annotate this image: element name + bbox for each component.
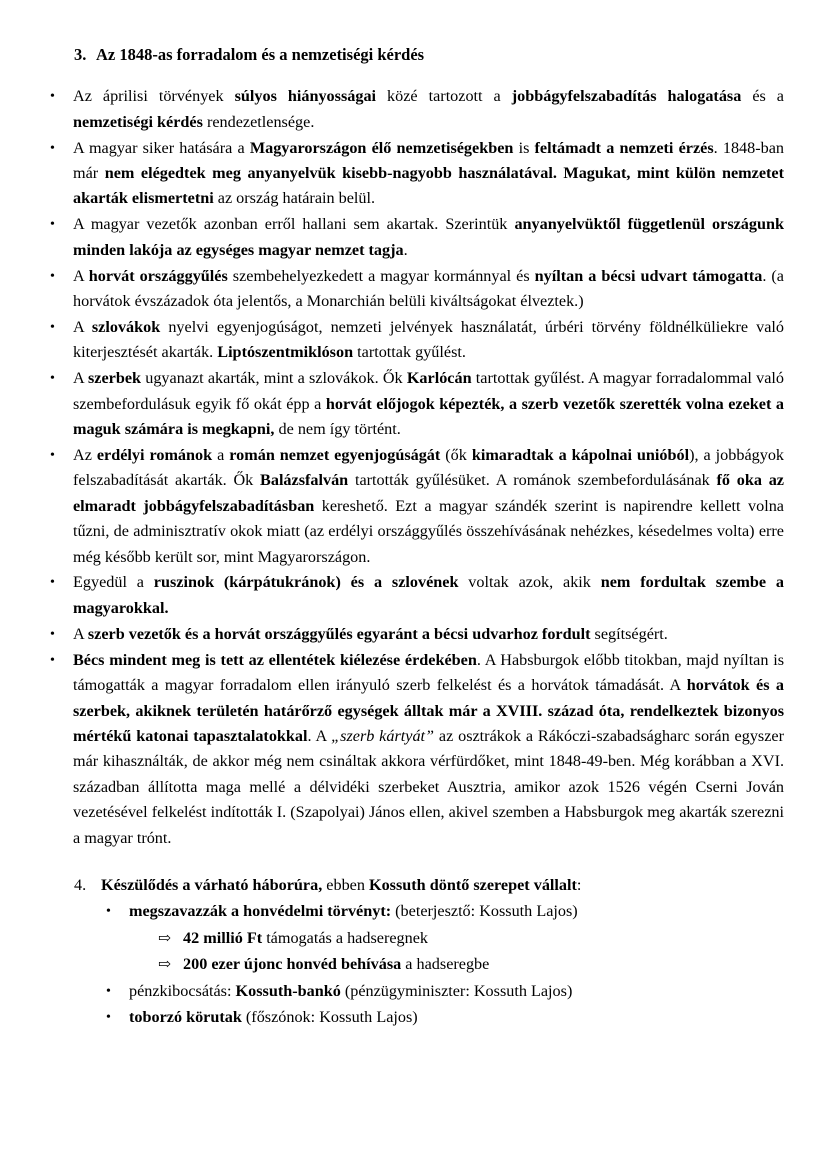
arrow-200-ezer-bold-run: 200 ezer újonc honvéd behívása bbox=[183, 955, 402, 974]
bullet-szerbek-bold-run: szerbek bbox=[88, 369, 142, 388]
page-title-text: Az 1848-as forradalom és a nemzetiségi kérdés bbox=[96, 45, 425, 64]
bullet-szerbek-bold-run: horvát előjogok képezték, a szerb vezetők szerették volna ezeket a maguk számára is megkapni, bbox=[73, 394, 784, 439]
list-item bbox=[46, 264, 784, 315]
subbullet-honvedelmi-torveny-text-run: (beterjesztő: Kossuth Lajos) bbox=[391, 902, 578, 921]
bullet-aprilisi-torvenyek-bold-run: súlyos hiányosságai bbox=[234, 87, 377, 106]
bullet-szlovakok-text-run: A bbox=[73, 317, 92, 336]
list-item bbox=[46, 366, 784, 442]
bullet-becs-mindent-bold-run: Bécs mindent meg is tett az ellentétek kiélezése érdekében bbox=[73, 650, 477, 669]
bullet-horvat-orszaggyules-text-run: A bbox=[73, 266, 89, 285]
bullet-magyar-siker-bold-run: feltámadt a nemzeti érzés bbox=[534, 138, 714, 157]
arrow-42-millio-text-run: támogatás a hadseregnek bbox=[262, 928, 428, 947]
bullet-szerbek-text-run: tartottak gyűlést. A magyar forradalommal való szembefordulásuk egyik fő okát épp a bbox=[73, 369, 784, 413]
list-item bbox=[46, 315, 784, 366]
bullet-magyar-siker-text-run: az ország határain belül. bbox=[213, 189, 376, 208]
bullet-aprilisi-torvenyek-bold-run: jobbágyfelszabadítás halogatása bbox=[511, 87, 742, 106]
bullet-szlovakok-bold-run: Liptószentmiklóson bbox=[217, 343, 354, 362]
bullet-szerbek bbox=[73, 366, 784, 442]
document-content bbox=[46, 44, 784, 1031]
bullet-aprilisi-torvenyek-text-run: és a bbox=[741, 87, 784, 106]
bullet-magyar-siker-text-run: . 1848-ban már bbox=[73, 138, 784, 182]
bullet-dot-icon: • bbox=[50, 652, 55, 668]
list-item bbox=[46, 212, 784, 263]
bullet-dot-icon: • bbox=[50, 140, 55, 156]
bullet-erdelyi-romanok-text-run: kereshető. Ezt a magyar szándék szerint is napirendre kellett volna tűzni, de adminisztratív okok miatt (az erdélyi országgyűlés összehívásának nehézkes, késedelmes volta) erre még később került sor, mint Magyarországon. bbox=[73, 496, 784, 566]
bullet-erdelyi-romanok-text-run: tartották gyűlésüket. A románok szembefordulásának bbox=[348, 471, 717, 490]
bullet-becs-mindent-italic-run: „szerb kártyát” bbox=[331, 726, 435, 745]
bullet-szerbek-bold-run: Karlócán bbox=[406, 369, 472, 388]
subbullet-penzkibocsatas-bold-run: Kossuth-bankó bbox=[235, 981, 341, 1000]
bullet-erdelyi-romanok-text-run: ), a jobbágyok felszabadítását akarták. Ők bbox=[73, 445, 785, 490]
section-preparation-for-war bbox=[46, 873, 784, 1030]
subbullet-honvedelmi-torveny-bold-run: megszavazzák a honvédelmi törvényt: bbox=[129, 902, 392, 921]
bullet-erdelyi-romanok-bold-run: kimaradtak a kápolnai unióból bbox=[471, 445, 690, 464]
bullet-szerbek-text-run: ugyanazt akarták, mint a szlovákok. Ők bbox=[141, 369, 407, 388]
bullet-ruszinok-bold-run: nem fordultak szembe a magyarokkal. bbox=[73, 573, 784, 617]
bullet-magyar-siker-bold-run: Magyarországon élő nemzetiségekben bbox=[249, 138, 514, 157]
bullet-erdelyi-romanok-bold-run: román nemzet egyenjogúságát bbox=[229, 445, 441, 464]
bullet-horvat-orszaggyules-text-run: . (a horvátok évszázadok óta jelentős, a Monarchián belüli kiváltságokat élveztek.) bbox=[73, 266, 784, 311]
list-item bbox=[46, 84, 784, 135]
bullet-erdelyi-romanok bbox=[73, 443, 784, 570]
bullet-erdelyi-romanok-bold-run: Balázsfalván bbox=[260, 471, 349, 490]
bullet-erdelyi-romanok-text-run: a bbox=[212, 445, 230, 464]
arrow-right-icon: ⇨ bbox=[158, 956, 171, 974]
page-title bbox=[46, 44, 784, 66]
list-item bbox=[158, 952, 784, 977]
bullet-dot-icon: • bbox=[106, 904, 111, 920]
bullet-szerb-vezetok-text-run: A bbox=[73, 624, 88, 643]
bullet-becs-mindent-text-run: . A bbox=[307, 726, 332, 745]
subbullet-toborzo-korutak-bold-run: toborzó körutak bbox=[129, 1007, 242, 1026]
bullet-erdelyi-romanok-text-run: Az bbox=[73, 445, 97, 464]
sub-bullet-list bbox=[74, 899, 784, 1030]
bullet-aprilisi-torvenyek-text-run: Az áprilisi törvények bbox=[73, 87, 235, 106]
subbullet-honvedelmi-torveny bbox=[129, 902, 578, 920]
bullet-ruszinok-bold-run: ruszinok (kárpátukránok) és a szlovének bbox=[153, 573, 459, 592]
bullet-magyar-vezetok-bold-run: anyanyelvüktől függetlenül országunk minden lakója az egységes magyar nemzet tagja bbox=[73, 215, 784, 259]
bullet-aprilisi-torvenyek-text-run: rendezetlensége. bbox=[202, 112, 315, 131]
bullet-szlovakok-bold-run: szlovákok bbox=[91, 317, 161, 336]
bullet-szerbek-text-run: de nem így történt. bbox=[274, 420, 401, 439]
bullet-becs-mindent-bold-run: horvátok és a szerbek, akiknek területén határőrző egységek álltak már a XVIII. század óta, rendelkeztek bizonyos mértékű katonai tapasztalatokkal bbox=[73, 676, 784, 745]
bullet-becs-mindent-text-run: . A Habsburgok előbb titokban, majd nyíltan is támogatták a magyar forradalom ellen irányuló szerb felkelést és a horvátok támadását. A bbox=[73, 650, 785, 695]
bullet-aprilisi-torvenyek bbox=[73, 84, 784, 135]
main-bullet-list bbox=[46, 84, 784, 851]
subbullet-penzkibocsatas-text-run: pénzkibocsátás: bbox=[129, 981, 236, 1000]
bullet-becs-mindent-text-run: az osztrákok a Rákóczi-szabadságharc során egyszer már kihasználták, de akkor még nem csináltak akkora vérfürdőket, mint 1848-49-ben. Még korábban a XVI. században állította maga mellé a délvidéki szerbeket Ausztria, amikor azok 1526 végén Cserni Jován vezetésével felkelést indították I. (Szapolyai) János ellen, akivel szemben a Habsburgok meg akarták szerezni a magyar trónt. bbox=[73, 726, 784, 847]
numitem-keszulodes-text-run: ebben bbox=[322, 875, 369, 894]
subbullet-toborzo-korutak bbox=[129, 1008, 418, 1026]
numitem-keszulodes-text-run: : bbox=[576, 875, 582, 894]
arrow-right-icon: ⇨ bbox=[158, 929, 171, 947]
bullet-magyar-vezetok-text-run: A magyar vezetők azonban erről hallani sem akartak. Szerintük bbox=[73, 215, 515, 234]
bullet-dot-icon: • bbox=[50, 319, 55, 335]
bullet-magyar-siker-text-run: is bbox=[513, 138, 535, 157]
list-item bbox=[102, 1005, 784, 1030]
bullet-ruszinok-text-run: voltak azok, akik bbox=[458, 573, 601, 592]
bullet-szerb-vezetok-text-run: segítségért. bbox=[590, 624, 668, 643]
bullet-magyar-siker-text-run: A magyar siker hatására a bbox=[73, 138, 250, 157]
bullet-magyar-vezetok-text-run: . bbox=[403, 240, 408, 259]
bullet-szlovakok-text-run: tartottak gyűlést. bbox=[353, 343, 466, 362]
bullet-dot-icon: • bbox=[106, 983, 111, 999]
subbullet-penzkibocsatas bbox=[129, 982, 572, 1000]
list-item bbox=[102, 899, 784, 924]
page-title-number: 3. bbox=[74, 45, 87, 64]
subbullet-penzkibocsatas-text-run: (pénzügyminiszter: Kossuth Lajos) bbox=[340, 981, 573, 1000]
bullet-ruszinok-text-run: Egyedül a bbox=[73, 573, 154, 592]
list-item bbox=[46, 648, 784, 851]
numbered-item-4-number: 4. bbox=[74, 875, 87, 894]
subbullet-toborzo-korutak-text-run: (főszónok: Kossuth Lajos) bbox=[241, 1007, 418, 1026]
arrow-200-ezer-text-run: a hadseregbe bbox=[401, 955, 490, 974]
bullet-erdelyi-romanok-bold-run: fő oka az elmaradt jobbágyfelszabadításban bbox=[73, 471, 784, 515]
bullet-erdelyi-romanok-bold-run: erdélyi románok bbox=[96, 445, 213, 464]
bullet-szerbek-text-run: A bbox=[73, 369, 88, 388]
list-item bbox=[46, 622, 784, 647]
bullet-szlovakok bbox=[73, 315, 784, 366]
bullet-szerb-vezetok bbox=[73, 622, 784, 647]
bullet-dot-icon: • bbox=[50, 268, 55, 284]
bullet-dot-icon: • bbox=[50, 626, 55, 642]
arrow-list bbox=[102, 926, 784, 978]
bullet-horvat-orszaggyules-bold-run: nyíltan a bécsi udvart támogatta bbox=[534, 266, 763, 285]
bullet-dot-icon: • bbox=[50, 371, 55, 387]
bullet-dot-icon: • bbox=[50, 575, 55, 591]
bullet-becs-mindent bbox=[73, 648, 784, 851]
bullet-aprilisi-torvenyek-bold-run: nemzetiségi kérdés bbox=[73, 112, 203, 131]
bullet-magyar-siker-bold-run: nem elégedtek meg anyanyelvük kisebb-nagyobb használatával. Magukat, mint külön nemzetet akarták elismertetni bbox=[73, 163, 784, 208]
arrow-42-millio bbox=[183, 929, 428, 947]
bullet-aprilisi-torvenyek-text-run: közé tartozott a bbox=[376, 87, 512, 106]
list-item bbox=[46, 136, 784, 212]
bullet-horvat-orszaggyules bbox=[73, 264, 784, 315]
bullet-ruszinok bbox=[73, 570, 784, 621]
list-item bbox=[158, 926, 784, 951]
arrow-42-millio-bold-run: 42 millió Ft bbox=[183, 928, 263, 947]
bullet-dot-icon: • bbox=[50, 217, 55, 233]
list-item bbox=[102, 979, 784, 1004]
bullet-erdelyi-romanok-text-run: (ők bbox=[440, 445, 472, 464]
numbered-item-4-text bbox=[101, 876, 581, 894]
bullet-horvat-orszaggyules-bold-run: horvát országgyűlés bbox=[88, 266, 228, 285]
bullet-dot-icon: • bbox=[50, 447, 55, 463]
bullet-dot-icon: • bbox=[50, 89, 55, 105]
bullet-magyar-vezetok bbox=[73, 212, 784, 263]
arrow-200-ezer bbox=[183, 955, 489, 973]
numbered-item-4 bbox=[74, 873, 784, 898]
numitem-keszulodes-bold-run: Kossuth döntő szerepet vállalt bbox=[369, 875, 577, 894]
bullet-horvat-orszaggyules-text-run: szembehelyezkedett a magyar kormánnyal és bbox=[227, 266, 535, 285]
numitem-keszulodes-bold-run: Készülődés a várható háborúra, bbox=[101, 875, 323, 894]
bullet-szlovakok-text-run: nyelvi egyenjogúságot, nemzeti jelvények használatát, úrbéri törvény földnélküliekre való kiterjesztését akarták. bbox=[73, 317, 784, 362]
bullet-dot-icon: • bbox=[106, 1009, 111, 1025]
bullet-szerb-vezetok-bold-run: szerb vezetők és a horvát országgyűlés egyaránt a bécsi udvarhoz fordult bbox=[87, 624, 591, 643]
bullet-magyar-siker bbox=[73, 136, 784, 212]
list-item bbox=[46, 443, 784, 570]
list-item bbox=[46, 570, 784, 621]
